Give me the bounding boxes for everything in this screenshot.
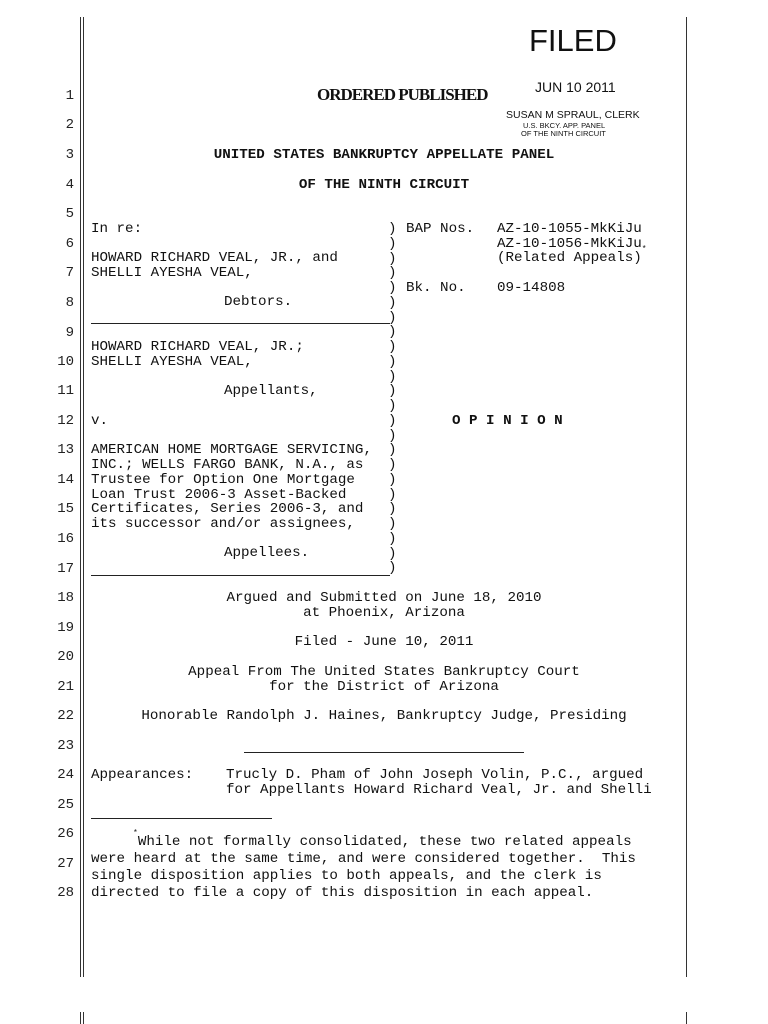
line-number: 9 xyxy=(65,325,74,341)
caption-paren: ) xyxy=(388,368,397,385)
line-number: 24 xyxy=(57,767,74,783)
filed-stamp-court-line2: OF THE NINTH CIRCUIT xyxy=(521,129,606,138)
caption-paren: ) xyxy=(388,471,397,488)
footnote-line3: single disposition applies to both appeals, and the clerk is xyxy=(91,868,602,884)
bap-number-2: AZ-10-1056-MkKiJu xyxy=(497,236,642,252)
caption-paren: ) xyxy=(388,412,397,429)
caption-paren: ) xyxy=(388,324,397,341)
caption-paren: ) xyxy=(388,442,397,459)
line-number: 23 xyxy=(57,738,74,754)
caption-in-re: In re: xyxy=(91,221,143,237)
caption-appellant-line1: HOWARD RICHARD VEAL, JR.; xyxy=(91,339,304,355)
caption-appellees-label: Appellees. xyxy=(224,545,310,561)
caption-appellee-line3: Trustee for Option One Mortgage xyxy=(91,472,355,488)
line-number: 1 xyxy=(65,88,74,104)
line-number: 19 xyxy=(57,620,74,636)
filed-stamp-clerk: SUSAN M SPRAUL, CLERK xyxy=(506,109,640,121)
opinion-heading: O P I N I O N xyxy=(452,413,563,429)
line-number: 13 xyxy=(57,442,74,458)
caption-divider-1 xyxy=(91,323,390,324)
line-number: 4 xyxy=(65,177,74,193)
appeal-from-line: Appeal From The United States Bankruptcy Court xyxy=(188,664,580,680)
caption-divider-2 xyxy=(91,575,390,576)
district-line: for the District of Arizona xyxy=(269,679,499,695)
caption-debtors-label: Debtors. xyxy=(224,294,293,310)
caption-paren: ) xyxy=(388,339,397,355)
caption-debtor-line1: HOWARD RICHARD VEAL, JR., and xyxy=(91,250,338,266)
caption-paren: ) xyxy=(388,353,397,370)
line-number: 12 xyxy=(57,413,74,429)
ordered-published: ORDERED PUBLISHED xyxy=(317,85,488,104)
appearances-label: Appearances: xyxy=(91,767,194,783)
related-appeals-text: (Related Appeals) xyxy=(497,250,642,266)
line-number: 22 xyxy=(57,708,74,724)
line-number: 26 xyxy=(57,826,74,842)
footnote-line1-text: While not formally consolidated, these two related appeals xyxy=(137,834,632,850)
caption-appellee-line5: Certificates, Series 2006-3, and xyxy=(91,501,364,517)
line-number: 2 xyxy=(65,117,74,133)
bap-number-1: AZ-10-1055-MkKiJu xyxy=(497,221,642,237)
caption-paren: ) xyxy=(388,427,397,444)
line-number: 20 xyxy=(57,649,74,665)
caption-paren: ) xyxy=(388,235,397,252)
panel-heading: UNITED STATES BANKRUPTCY APPELLATE PANEL xyxy=(213,147,555,163)
location-line: at Phoenix, Arizona xyxy=(303,605,465,621)
caption-paren: ) xyxy=(388,309,397,326)
line-number: 27 xyxy=(57,856,74,872)
footnote-line4: directed to file a copy of this disposition in each appeal. xyxy=(91,885,594,901)
line-number: 15 xyxy=(57,501,74,517)
line-number: 25 xyxy=(57,797,74,813)
line-number: 11 xyxy=(57,383,74,399)
line-number: 28 xyxy=(57,885,74,901)
line-number: 18 xyxy=(57,590,74,606)
caption-paren: ) xyxy=(388,516,397,532)
caption-paren: ) xyxy=(388,457,397,473)
caption-paren: ) xyxy=(388,560,397,577)
left-margin-rule-next-page-inner xyxy=(83,1012,84,1024)
appearances-line1: Trucly D. Pham of John Joseph Volin, P.C., argued xyxy=(226,767,644,783)
caption-versus: v. xyxy=(91,413,109,429)
circuit-heading: OF THE NINTH CIRCUIT xyxy=(298,177,470,193)
line-number: 8 xyxy=(65,295,74,311)
caption-debtor-line2: SHELLI AYESHA VEAL, xyxy=(91,265,253,281)
caption-paren: ) xyxy=(388,250,397,267)
caption-paren: ) xyxy=(388,486,397,503)
footnote-line1 xyxy=(133,829,632,850)
caption-paren: ) xyxy=(388,265,397,282)
judge-line: Honorable Randolph J. Haines, Bankruptcy Judge, Presiding xyxy=(141,708,627,724)
line-number: 7 xyxy=(65,265,74,281)
left-margin-rule-next-page xyxy=(80,1012,81,1024)
line-number: 17 xyxy=(57,561,74,577)
related-appeals-footnote-mark: * xyxy=(641,245,647,255)
caption-paren: ) xyxy=(388,398,397,414)
caption-appellants-label: Appellants, xyxy=(224,383,318,399)
bk-label: Bk. No. xyxy=(406,280,466,296)
caption-paren: ) xyxy=(388,383,397,400)
caption-paren: ) xyxy=(388,545,397,562)
right-margin-rule-next-page xyxy=(686,1012,687,1024)
caption-appellee-line2: INC.; WELLS FARGO BANK, N.A., as xyxy=(91,457,364,473)
line-number: 21 xyxy=(57,679,74,695)
bk-number: 09-14808 xyxy=(497,280,566,296)
footnote-mark: * xyxy=(133,829,138,839)
line-number: 10 xyxy=(57,354,74,370)
caption-paren: ) xyxy=(388,530,397,547)
line-number: 6 xyxy=(65,236,74,252)
caption-paren: ) xyxy=(388,221,397,237)
caption-appellee-line4: Loan Trust 2006-3 Asset-Backed xyxy=(91,487,347,503)
filed-stamp-court-line1: U.S. BKCY. APP. PANEL xyxy=(523,121,606,130)
line-number: 3 xyxy=(65,147,74,163)
line-number: 14 xyxy=(57,472,74,488)
caption-paren: ) xyxy=(388,294,397,311)
left-margin-rule-inner xyxy=(83,17,84,977)
left-margin-rule-outer xyxy=(80,17,81,977)
right-margin-rule xyxy=(686,17,687,977)
caption-appellee-line6: its successor and/or assignees, xyxy=(91,516,355,532)
caption-paren: ) xyxy=(388,501,397,518)
filed-stamp-date: JUN 10 2011 xyxy=(535,79,616,95)
caption-paren: ) xyxy=(388,280,397,296)
bap-label: BAP Nos. xyxy=(406,221,475,237)
caption-appellee-line1: AMERICAN HOME MORTGAGE SERVICING, xyxy=(91,442,372,458)
filed-line: Filed - June 10, 2011 xyxy=(294,634,474,650)
appearances-line2: for Appellants Howard Richard Veal, Jr. and Shelli xyxy=(226,782,652,798)
proceedings-divider xyxy=(244,752,524,753)
argued-line: Argued and Submitted on June 18, 2010 xyxy=(226,590,542,606)
line-number: 16 xyxy=(57,531,74,547)
line-number: 5 xyxy=(65,206,74,222)
related-appeals xyxy=(497,245,647,266)
footnote-separator xyxy=(91,818,272,819)
footnote-line2: were heard at the same time, and were considered together. This xyxy=(91,851,636,867)
filed-stamp-title: FILED xyxy=(529,23,617,58)
caption-appellant-line2: SHELLI AYESHA VEAL, xyxy=(91,354,253,370)
